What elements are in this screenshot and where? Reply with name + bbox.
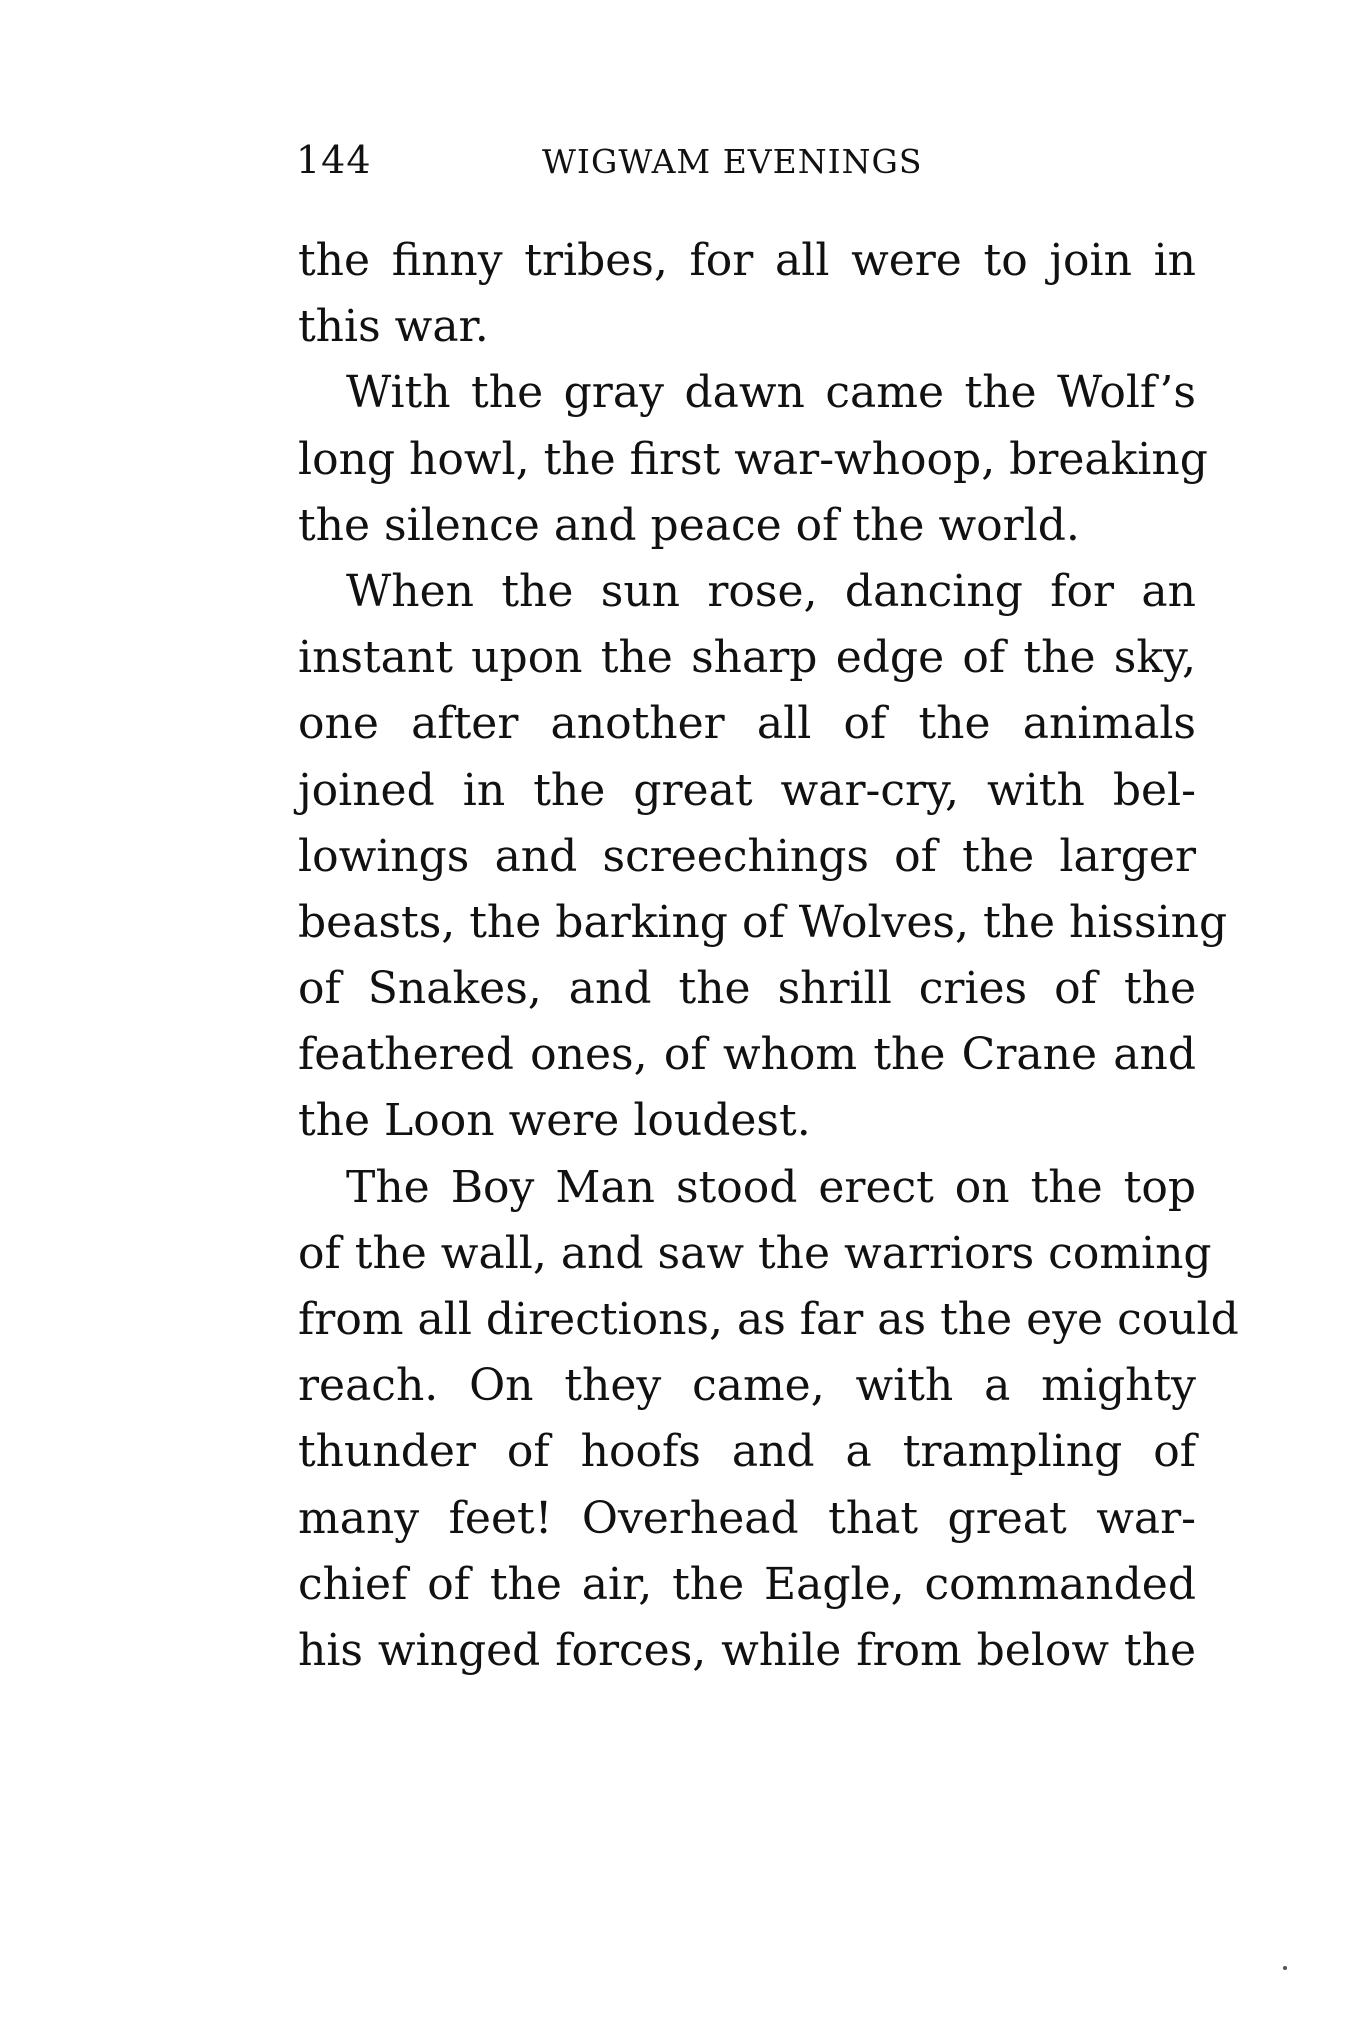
text-line: The Boy Man stood erect on the top: [346, 1161, 1196, 1213]
text-line: thunder of hoofs and a trampling of: [298, 1426, 1196, 1478]
scan-speck: [1283, 1966, 1287, 1970]
text-line: this war.: [298, 301, 489, 353]
running-title: WIGWAM EVENINGS: [542, 142, 923, 181]
text-line: the silence and peace of the world.: [298, 499, 1080, 551]
text-line: of the wall, and saw the warriors coming: [298, 1227, 1212, 1279]
text-line: lowings and screechings of the larger: [298, 830, 1196, 882]
text-line: feathered ones, of whom the Crane and: [298, 1029, 1196, 1081]
page-header: [296, 138, 1196, 188]
text-line: long howl, the first war-whoop, breaking: [298, 433, 1208, 485]
text-line: beasts, the barking of Wolves, the hissing: [298, 896, 1228, 948]
text-line: the finny tribes, for all were to join in: [298, 235, 1196, 286]
text-line: instant upon the sharp edge of the sky,: [298, 632, 1196, 684]
page-number: 144: [296, 138, 372, 182]
text-line: joined in the great war-cry, with bel-: [298, 764, 1196, 816]
text-line: many feet! Overhead that great war-: [298, 1492, 1196, 1544]
text-line: the Loon were loudest.: [298, 1095, 811, 1147]
text-line: reach. On they came, with a mighty: [298, 1360, 1196, 1412]
text-line: from all directions, as far as the eye could: [298, 1294, 1239, 1345]
text-line: With the gray dawn came the Wolf’s: [346, 367, 1196, 419]
body-text: [298, 228, 1239, 1684]
text-line: of Snakes, and the shrill cries of the: [298, 963, 1196, 1015]
text-line: one after another all of the animals: [298, 698, 1196, 750]
text-line: When the sun rose, dancing for an: [346, 565, 1196, 617]
text-line: his winged forces, while from below the: [298, 1624, 1196, 1676]
text-line: chief of the air, the Eagle, commanded: [298, 1558, 1196, 1610]
